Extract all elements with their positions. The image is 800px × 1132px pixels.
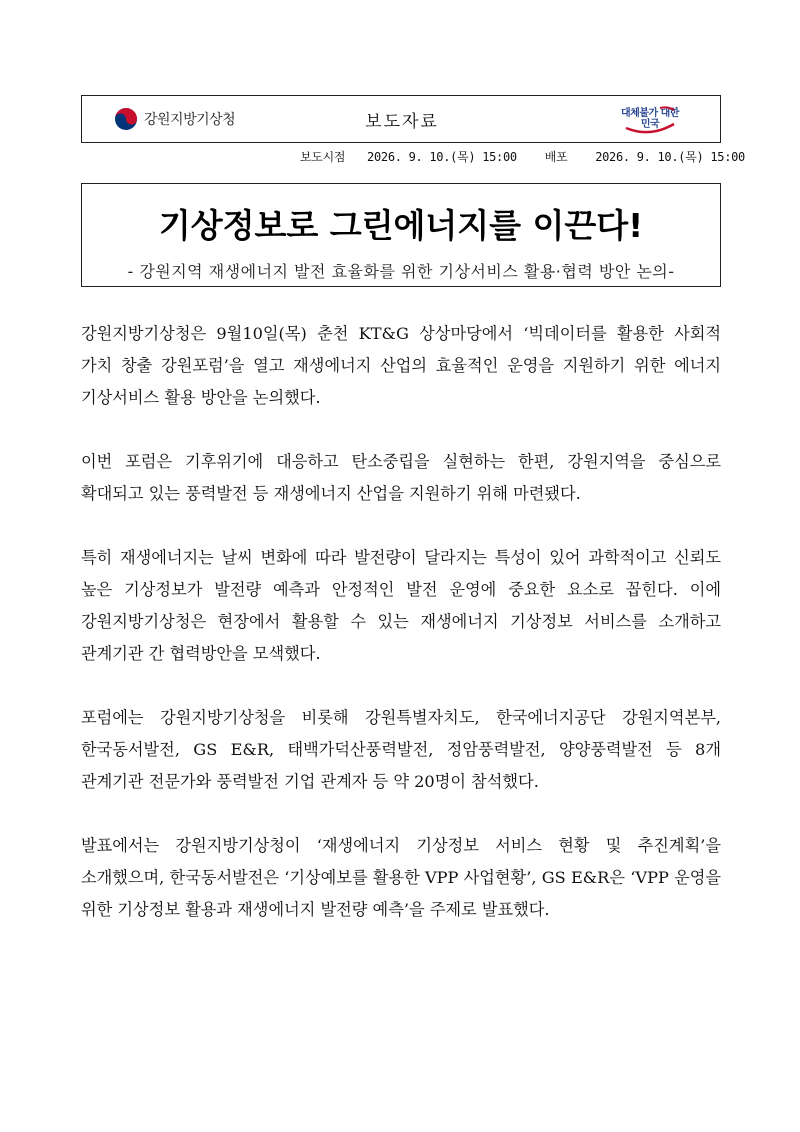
headline-subtitle: - 강원지역 재생에너지 발전 효율화를 위한 기상서비스 활용·협력 방안 논의-: [127, 262, 675, 281]
body-paragraph: 강원지방기상청은 9월10일(목) 춘천 KT&G 상상마당에서 ‘빅데이터를 활용한 사회적 가치 창출 강원포럼’을 열고 재생에너지 산업의 효율적인 운영을 지원하기 위한 에너지 기상서비스 활용 방안을 논의했다.: [81, 324, 721, 407]
body-paragraph: 포럼에는 강원지방기상청을 비롯해 강원특별자치도, 한국에너지공단 강원지역본부, 한국동서발전, GS E&R, 태백가덕산풍력발전, 정암풍력발전, 양양풍력발전 등 8개 관계기관 전문가와 풍력발전 기업 관계자 등 약 20명이 참석했다.: [81, 708, 721, 791]
headline-box: [81, 183, 721, 287]
press-release-header: [81, 95, 721, 143]
report-time-value: 2026. 9. 10.(목) 15:00: [367, 150, 517, 164]
taegeuk-emblem-icon: [114, 107, 138, 131]
distribute-time-value: 2026. 9. 10.(목) 15:00: [595, 150, 745, 164]
document-type-label: 보도자료: [365, 111, 439, 132]
headline-title: 기상정보로 그린에너지를 이끈다!: [158, 206, 644, 245]
agency-name: 강원지방기상청: [144, 112, 236, 128]
body-paragraph: 발표에서는 강원지방기상청이 ‘재생에너지 기상정보 서비스 현황 및 추진계획’을 소개했으며, 한국동서발전은 ‘기상예보를 활용한 VPP 사업현황’, GS E&R은 ‘VPP 운영을 위한 기상정보 활용과 재생에너지 발전량 예측’을 주제로 발표했다.: [81, 836, 721, 919]
korea-slogan-logo: [620, 104, 680, 134]
agency-logo: [114, 107, 235, 131]
body-paragraph: 이번 포럼은 기후위기에 대응하고 탄소중립을 실현하는 한편, 강원지역을 중심으로 확대되고 있는 풍력발전 등 재생에너지 산업을 지원하기 위해 마련됐다.: [81, 452, 721, 503]
body-paragraph: 특히 재생에너지는 날씨 변화에 따라 발전량이 달라지는 특성이 있어 과학적이고 신뢰도 높은 기상정보가 발전량 예측과 안정적인 발전 운영에 중요한 요소로 꼽힌다. 이에 강원지방기상청은 현장에서 활용할 수 있는 재생에너지 기상정보 서비스를 소개하고 관계기관 간 협력방안을 모색했다.: [81, 548, 721, 663]
slogan-text: 대체불가 대한민국: [621, 108, 679, 130]
slogan-swoosh-icon: [620, 104, 680, 134]
report-time-label: 보도시점: [300, 150, 346, 164]
release-info: [300, 148, 745, 165]
distribute-label: 배포: [544, 150, 568, 164]
article-body: [81, 318, 721, 958]
